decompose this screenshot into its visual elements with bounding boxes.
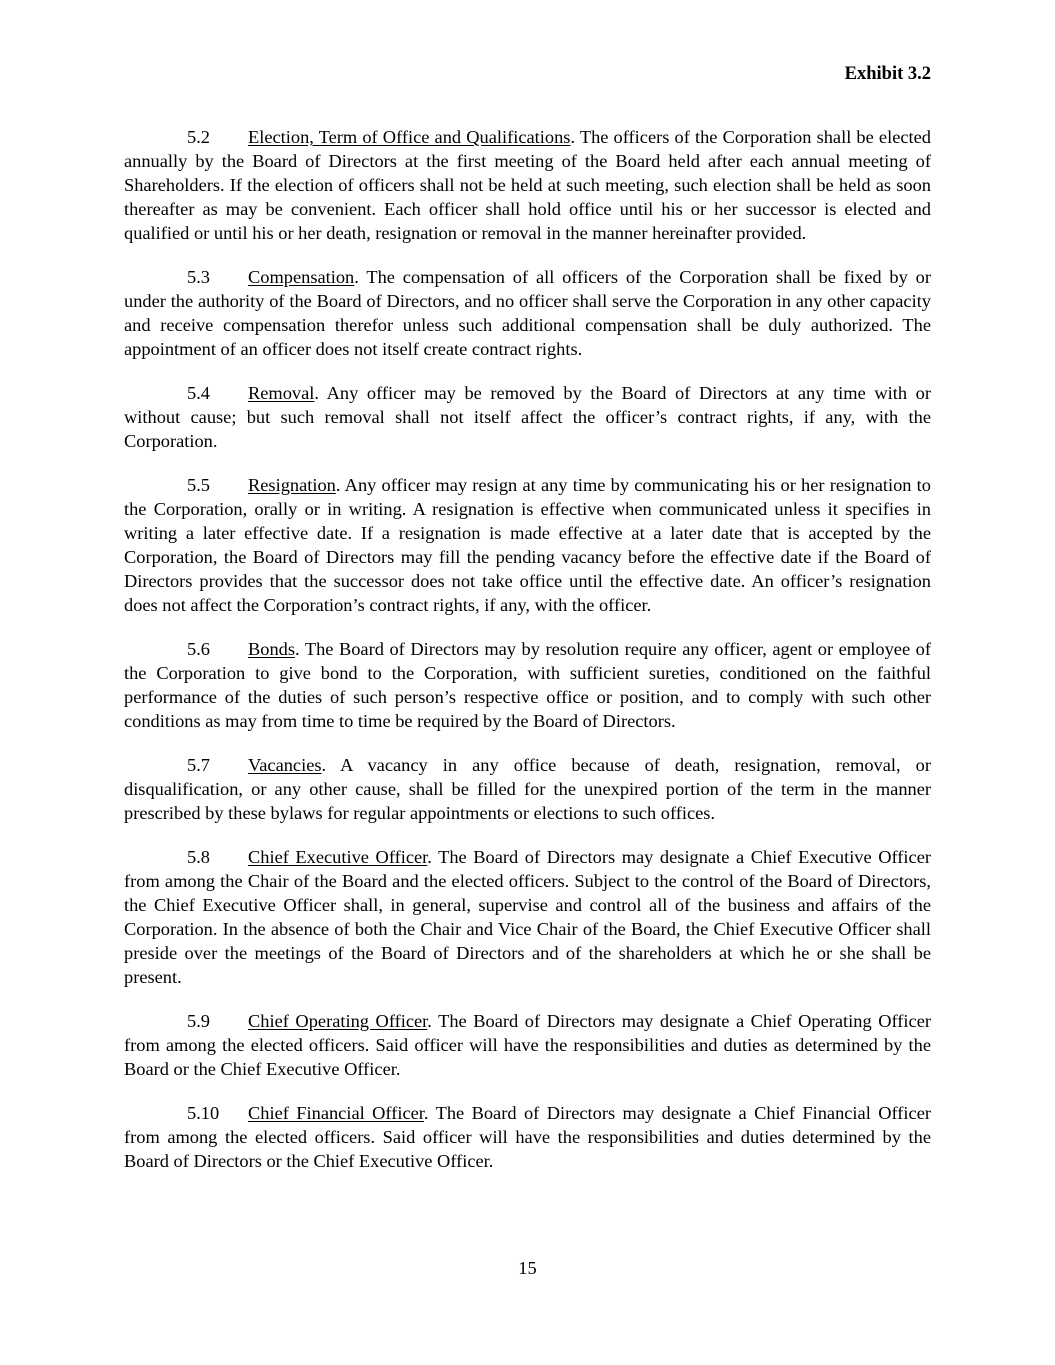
section-text: . A vacancy in any office because of death, resignation, removal, or disqualification, or any other cause, shall be filled for the unexpired portion of the term in the manner prescribed by these bylaws for regular appointments or elections to such offices. bbox=[124, 755, 931, 823]
exhibit-label: Exhibit 3.2 bbox=[844, 64, 931, 84]
section-title: Resignation bbox=[248, 475, 336, 495]
section-text: . Any officer may resign at any time by communicating his or her resignation to the Corporation, orally or in writing. A resignation is effective when communicated unless it specifies in writing a later effective date. If a resignation is made effective at a later date that is accepted by the Corporation, the Board of Directors may fill the pending vacancy before the effective date if the Board of Directors provides that the successor does not take office until the effective date. An officer’s resignation does not affect the Corporation’s contract rights, if any, with the officer. bbox=[124, 475, 931, 615]
section-number: 5.7 bbox=[187, 755, 210, 775]
section-5-7 bbox=[124, 753, 931, 825]
section-5-8 bbox=[124, 845, 931, 989]
section-text: . Any officer may be removed by the Board of Directors at any time with or without cause; but such removal shall not itself affect the officer’s contract rights, if any, with the Corporation. bbox=[124, 383, 931, 451]
section-text: . The Board of Directors may designate a Chief Executive Officer from among the Chair of the Board and the elected officers. Subject to the control of the Board of Directors, the Chief Executive Officer shall, in general, supervise and control all of the business and affairs of the Corporation. In the absence of both the Chair and Vice Chair of the Board, the Chief Executive Officer shall preside over the meetings of the Board of Directors and of the shareholders at which he or she shall be present. bbox=[124, 847, 931, 987]
section-number: 5.4 bbox=[187, 383, 210, 403]
section-5-9 bbox=[124, 1009, 931, 1081]
section-number: 5.5 bbox=[187, 475, 210, 495]
section-5-2 bbox=[124, 125, 931, 245]
section-5-3 bbox=[124, 265, 931, 361]
section-text: . The Board of Directors may designate a Chief Financial Officer from among the elected officers. Said officer will have the responsibilities and duties determined by the Board of Directors or the Chief Executive Officer. bbox=[124, 1103, 931, 1171]
section-5-4 bbox=[124, 381, 931, 453]
section-5-5 bbox=[124, 473, 931, 617]
section-5-10 bbox=[124, 1101, 931, 1173]
section-number: 5.2 bbox=[187, 127, 210, 147]
section-title: Chief Financial Officer bbox=[248, 1103, 424, 1123]
section-5-6 bbox=[124, 637, 931, 733]
section-number: 5.8 bbox=[187, 847, 210, 867]
section-text: . The compensation of all officers of the Corporation shall be fixed by or under the authority of the Board of Directors, and no officer shall serve the Corporation in any other capacity and receive compensation therefor unless such additional compensation shall be duly authorized. The appointment of an officer does not itself create contract rights. bbox=[124, 267, 931, 359]
section-number: 5.3 bbox=[187, 267, 210, 287]
document-body bbox=[124, 125, 931, 1193]
section-text: . The Board of Directors may designate a Chief Operating Officer from among the elected officers. Said officer will have the responsibilities and duties as determined by the Board or the Chief Executive Officer. bbox=[124, 1011, 931, 1079]
section-title: Chief Executive Officer bbox=[248, 847, 428, 867]
section-number: 5.10 bbox=[187, 1103, 220, 1123]
section-text: . The officers of the Corporation shall be elected annually by the Board of Directors at the first meeting of the Board held after each annual meeting of Shareholders. If the election of officers shall not be held at such meeting, such election shall be held as soon thereafter as may be convenient. Each officer shall hold office until his or her successor is elected and qualified or until his or her death, resignation or removal in the manner hereinafter provided. bbox=[124, 127, 931, 243]
section-title: Compensation bbox=[248, 267, 355, 287]
section-title: Chief Operating Officer bbox=[248, 1011, 428, 1031]
section-number: 5.6 bbox=[187, 639, 210, 659]
section-title: Removal bbox=[248, 383, 315, 403]
section-title: Vacancies bbox=[248, 755, 322, 775]
section-number: 5.9 bbox=[187, 1011, 210, 1031]
section-title: Bonds bbox=[248, 639, 296, 659]
section-title: Election, Term of Office and Qualifications bbox=[248, 127, 571, 147]
page-number: 15 bbox=[518, 1258, 537, 1278]
section-text: . The Board of Directors may by resolution require any officer, agent or employee of the Corporation to give bond to the Corporation, with sufficient sureties, conditioned on the faithful performance of the duties of such person’s respective office or position, and to comply with such other conditions as may from time to time be required by the Board of Directors. bbox=[124, 639, 931, 731]
